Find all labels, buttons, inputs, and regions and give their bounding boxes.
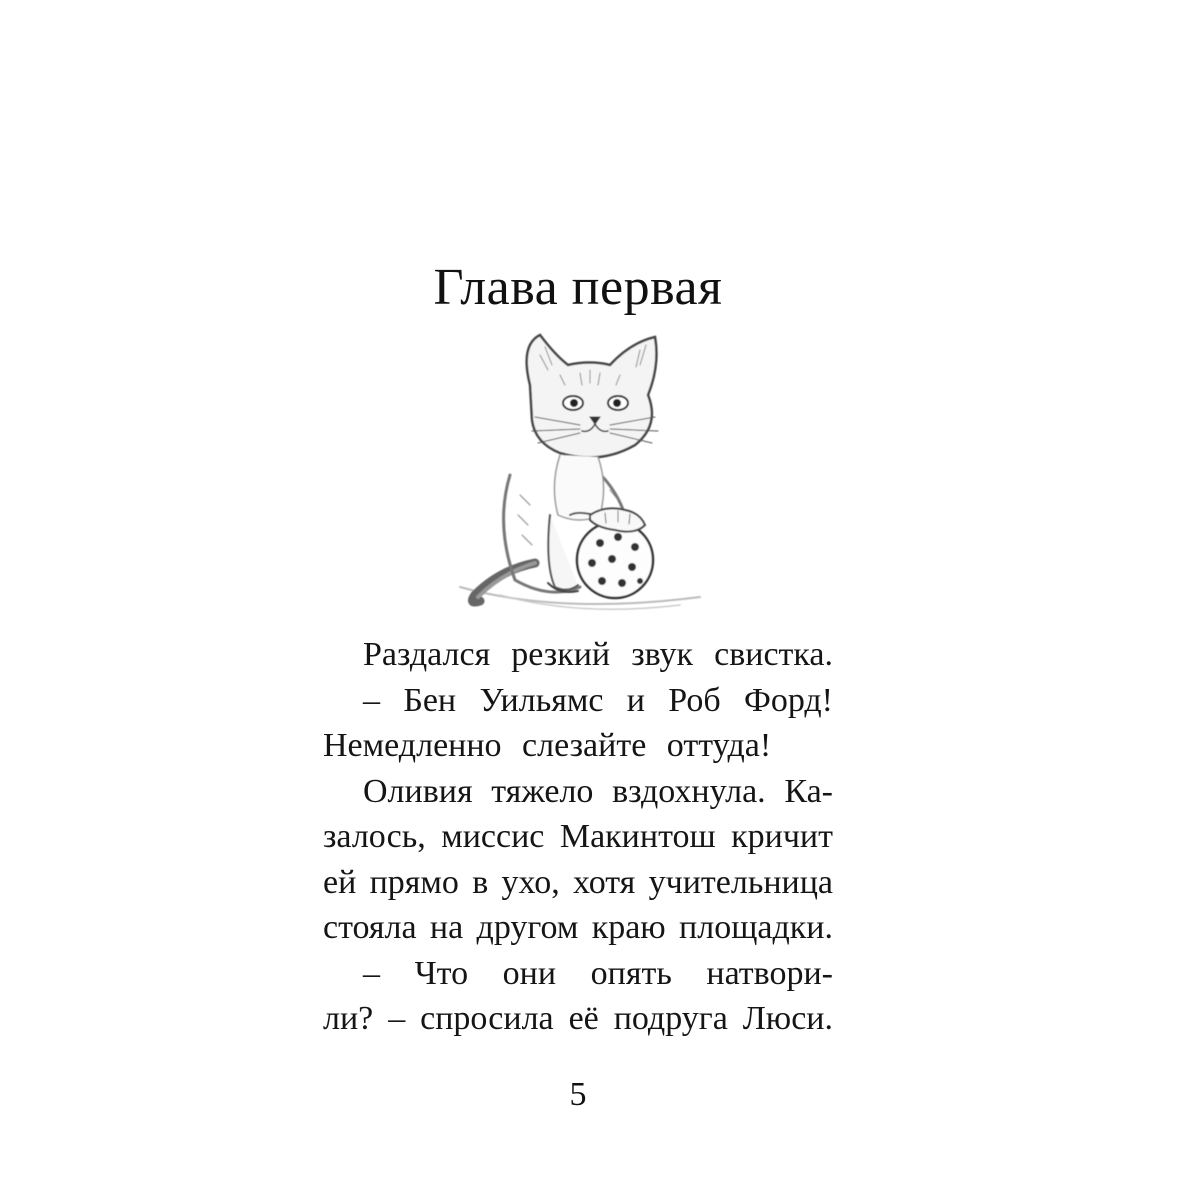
kitten-illustration-icon [440, 325, 710, 625]
chapter-title: Глава первая [433, 259, 723, 316]
text-line: – Бен Уильямс и Роб Форд! [363, 681, 833, 719]
body-text [323, 632, 833, 1042]
page-number: 5 [569, 1076, 587, 1113]
text-line: Немедленно слезайте оттуда! [323, 727, 772, 764]
text-line: залось, миссис Макинтош кричит [323, 818, 833, 855]
text-line: – Что они опять натвори- [363, 954, 833, 992]
text-line: Оливия тяжело вздохнула. Ка- [363, 772, 833, 810]
text-line: ей прямо в ухо, хотя учительница [323, 863, 833, 901]
text-line: Раздался резкий звук свистка. [363, 636, 833, 673]
text-line: стояла на другом краю площадки. [323, 909, 833, 946]
text-line: ли? – спросила её подруга Люси. [323, 1000, 833, 1037]
